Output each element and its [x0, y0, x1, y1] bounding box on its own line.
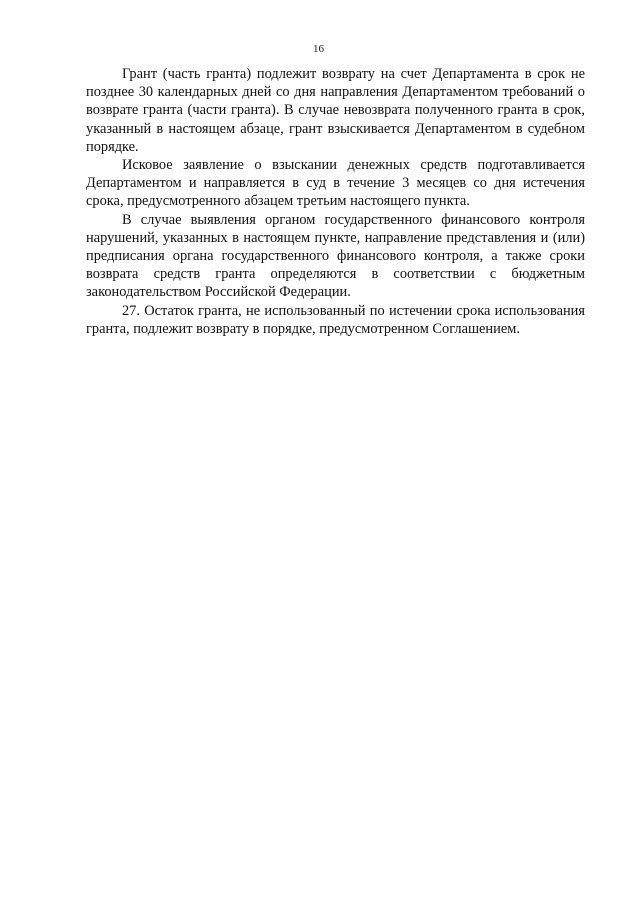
paragraph-financial-control: В случае выявления органом государственного финансового контроля нарушений, указанных в настоящем пункте, направление представления и (или) предписания органа государственного финансового контроля, а также сроки возврата средств гранта определяются в соответствии с бюджетным законодательством Российской Федерации.: [86, 211, 585, 301]
page-number: 16: [313, 43, 324, 55]
paragraph-item-27: 27. Остаток гранта, не использованный по истечении срока использования гранта, подлежит возврату в порядке, предусмотренном Соглашением.: [86, 302, 585, 337]
paragraph-claim-statement: Исковое заявление о взыскании денежных средств подготавливается Департаментом и направляется в суд в течение 3 месяцев со дня истечения срока, предусмотренного абзацем третьим настоящего пункта.: [86, 157, 585, 210]
document-body: [86, 65, 585, 338]
paragraph-grant-return: Грант (часть гранта) подлежит возврату на счет Департамента в срок не позднее 30 календарных дней со дня направления Департаментом требований о возврате гранта (части гранта). В случае невозврата полученного гранта в срок, указанный в настоящем абзаце, грант взыскивается Департаментом в судебном порядке.: [86, 66, 585, 155]
